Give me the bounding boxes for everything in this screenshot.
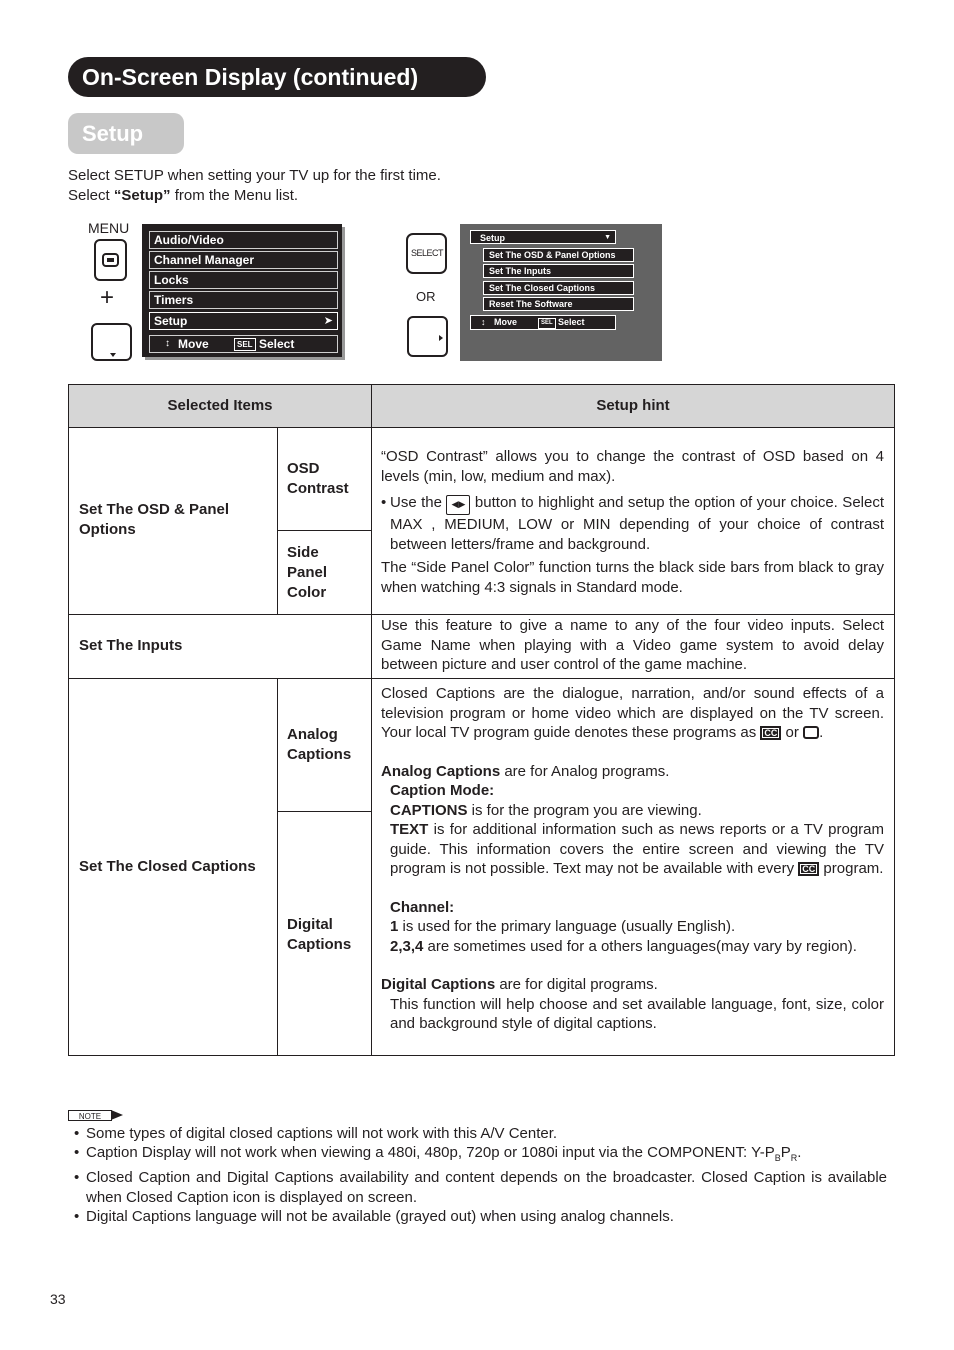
hint-ch234-rest: are sometimes used for a others languages(may vary by region). (423, 937, 857, 955)
intro-bold: “Setup” (113, 187, 171, 204)
main-menu-footer (149, 335, 338, 353)
left-right-arrow-icon: ◀▶ (446, 495, 470, 515)
move-arrows-icon: ↕ (165, 338, 170, 349)
footer-select-label: Select (558, 317, 585, 327)
hint-osd-3: The “Side Panel Color” function turns the black side bars from black to gray when watching 4:3 signals in Standard mode. (381, 559, 884, 596)
right-button[interactable] (407, 316, 448, 357)
row-label-osd: Set The OSD & Panel Options (79, 501, 230, 538)
main-menu (142, 224, 342, 357)
hint-analog-details (381, 781, 884, 956)
chevron-down-icon: ▼ (604, 234, 611, 241)
footer-select-label: Select (259, 337, 295, 351)
footer-move-label: Move (494, 317, 518, 327)
row-label-osd-contrast: OSD Contrast (287, 460, 349, 497)
select-button[interactable] (406, 233, 447, 274)
hint-analog-intro (381, 762, 884, 782)
cc-icon: CC (798, 862, 819, 876)
hint-osd (381, 447, 884, 597)
hint-ch234-bold: 2,3,4 (390, 937, 424, 955)
intro-suffix: from the Menu list. (170, 187, 299, 204)
move-arrows-icon: ↕ (481, 317, 486, 327)
row-label-side-panel: Side Panel Color (287, 544, 328, 601)
intro-line-1: Select SETUP when setting your TV up for the first time. (68, 167, 441, 184)
menu-button[interactable] (94, 239, 127, 281)
setup-menu-header[interactable] (470, 230, 616, 244)
hint-osd-2a: Use the (390, 494, 447, 511)
hint-ch1 (390, 917, 884, 937)
note-item-2: • Caption Display will not work when viewing a 480i, 480p, 720p or 1080i input via the COMPONENT: $Y-P_BP_R$. (74, 1143, 887, 1168)
header-selected-items: Selected Items (69, 385, 371, 427)
hint-captions-rest: is for the program you are viewing. (467, 801, 702, 819)
notes-list (74, 1124, 887, 1226)
hint-digital-desc: This function will help choose and set available language, font, size, color and background style of digital captions. (390, 995, 884, 1032)
submenu-item-osd[interactable]: Set The OSD & Panel Options (483, 248, 634, 262)
hint-text (390, 820, 884, 879)
hint-ch1-bold: 1 (390, 918, 399, 935)
section-title: Setup (68, 113, 184, 154)
menu-item-locks[interactable]: Locks (149, 271, 338, 289)
setup-menu-footer (470, 315, 616, 330)
hint-osd-2: • Use the ◀▶ button to highlight and setup the option of your choice. Select MAX , MEDIUM, LOW or MIN depending of your choice of contrast between letters/frame and background. (381, 494, 885, 553)
chevron-right-icon: ➤ (323, 315, 333, 327)
menu-icon (102, 253, 119, 267)
hint-text-end: program. (819, 860, 884, 877)
cc-icon: CC (760, 726, 781, 740)
plus-sign: + (100, 284, 115, 311)
hint-osd-1: “OSD Contrast” allows you to change the contrast of OSD based on 4 levels (min, low, medium and max). (381, 448, 884, 485)
menu-item-audio-video[interactable]: Audio/Video (149, 231, 338, 249)
chevron-right-icon (439, 335, 443, 341)
down-button[interactable] (91, 323, 132, 361)
intro-prefix: Select (68, 187, 114, 204)
submenu-item-inputs[interactable]: Set The Inputs (483, 264, 634, 278)
hint-captions-bold: CAPTIONS (390, 801, 468, 819)
row-label-inputs: Set The Inputs (79, 637, 183, 654)
hint-cc-1-text: Closed Captions are the dialogue, narration, and/or sound effects of a television program or home video which are displayed on the TV screen. Your local TV program guide denotes these programs as (381, 685, 884, 741)
hint-captions (390, 801, 884, 821)
select-button-label: SELECT (411, 248, 444, 258)
hint-digital-intro (381, 975, 884, 995)
hint-text-bold: TEXT (390, 821, 429, 838)
hint-analog-intro-rest: are for Analog programs. (500, 762, 670, 780)
note-arrow-icon (111, 1110, 123, 1120)
row-label-analog-captions: Analog Captions (287, 726, 352, 763)
setup-menu-header-label: Setup (480, 233, 506, 243)
setup-table (68, 384, 895, 1056)
hint-cc-1: Closed Captions are the dialogue, narration, and/or sound effects of a television program or home video which are displayed on the TV screen. Your local TV program guide denotes these programs as CC or . (381, 685, 884, 741)
menu-item-channel-manager[interactable]: Channel Manager (149, 251, 338, 269)
hint-inputs: Use this feature to give a name to any of the four video inputs. Select Game Name when playing with a Video game system to avoid delay between picture and user control of the game machine. (381, 617, 884, 673)
row-label-digital-captions: Digital Captions (287, 916, 352, 953)
or-label: OR (416, 289, 436, 304)
hint-cc-or: or (781, 724, 804, 741)
sel-key-icon: SEL (234, 338, 256, 351)
hint-digital-intro-bold: Digital Captions (381, 976, 496, 993)
hint-analog-intro-bold: Analog Captions (381, 762, 501, 780)
note-item-3: • Closed Caption and Digital Captions availability and content depends on the broadcaster. Closed Caption is available when Closed Caption icon is displayed on screen. (74, 1168, 887, 1206)
sel-key-icon: SEL (538, 318, 556, 329)
menu-item-setup-label: Setup (154, 314, 188, 328)
note-badge: NOTE (68, 1110, 112, 1121)
setup-menu (460, 224, 662, 361)
hint-ch234 (390, 937, 884, 957)
header-setup-hint: Setup hint (372, 385, 894, 427)
note-2-sub-b: B (774, 1153, 781, 1164)
hint-osd-2b: button to highlight and setup the option of your choice. Select MAX , MEDIUM, LOW or MIN depending of your choice of contrast between letters/frame and background. (390, 494, 885, 553)
note-item-4: • Digital Captions language will not be available (grayed out) when using analog channels. (74, 1207, 887, 1226)
menu-item-timers[interactable]: Timers (149, 291, 338, 309)
submenu-item-closed-captions[interactable]: Set The Closed Captions (483, 281, 634, 295)
note-2-text: Caption Display will not work when viewing a 480i, 480p, 720p or 1080i input via the COMPONENT: Y-P (86, 1144, 775, 1162)
page-number: 33 (50, 1291, 66, 1307)
chevron-down-icon (110, 353, 116, 357)
row-label-closed-captions: Set The Closed Captions (79, 858, 256, 875)
submenu-item-reset[interactable]: Reset The Software (483, 297, 634, 311)
hint-text-rest: is for additional information such as news reports or a TV program guide. This information covers the entire screen and viewing the TV program is not possible. Text may not be available with every (390, 821, 884, 877)
menu-item-setup[interactable] (149, 312, 338, 330)
hint-caption-mode: Caption Mode: (390, 782, 495, 799)
page-title: On-Screen Display (continued) (68, 57, 486, 97)
footer-move-label: Move (178, 337, 209, 351)
note-2-p: P (780, 1144, 791, 1162)
hint-closed-captions (381, 684, 884, 1034)
hint-digital-intro-rest: are for digital programs. (495, 976, 658, 993)
hint-channel: Channel: (390, 898, 455, 916)
hint-ch1-rest: is used for the primary language (usually English). (398, 918, 736, 935)
intro-line-2 (68, 187, 298, 204)
note-2-sub-r: R (790, 1153, 798, 1164)
caption-balloon-icon (803, 726, 819, 739)
menu-button-label: MENU (88, 220, 130, 236)
note-item-1: • Some types of digital closed captions will not work with this A/V Center. (74, 1124, 887, 1143)
